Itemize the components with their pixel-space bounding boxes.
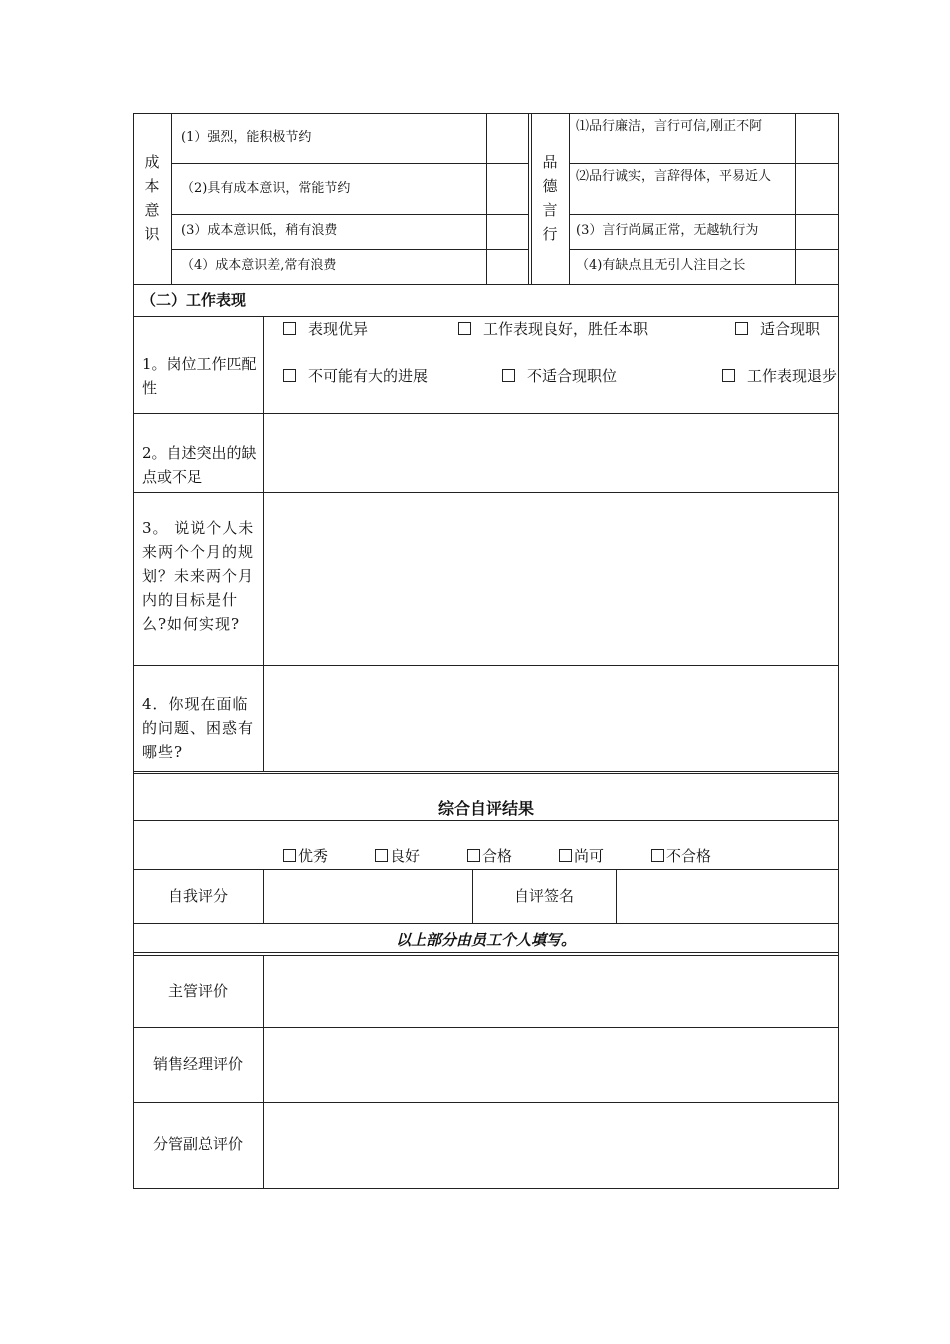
conduct-item-4: （4)有缺点且无引人注目之长 (576, 258, 746, 273)
q2-answer-field[interactable] (264, 414, 838, 492)
cost-item-3: (3）成本意识低，稍有浪费 (181, 223, 338, 238)
conduct-item-2: ⑵品行诚实，言辞得体，平易近人 (576, 169, 772, 184)
option-suitable[interactable]: 适合现职 (735, 318, 820, 340)
grade-fail[interactable]: 不合格 (651, 845, 711, 867)
q4-label: 4．你现在面临的问题、困惑有哪些? (142, 695, 255, 761)
sales-manager-review-label: 销售经理评价 (152, 1055, 243, 1073)
checkbox[interactable] (375, 849, 388, 862)
checkbox[interactable] (559, 849, 572, 862)
cost-item-2: （2)具有成本意识，常能节约 (181, 181, 351, 196)
checkbox[interactable] (735, 322, 748, 335)
checkbox[interactable] (283, 322, 296, 335)
self-score-label: 自我评分 (167, 887, 228, 905)
summary-title: 综合自评结果 (437, 799, 534, 818)
signature-label: 自评签名 (513, 887, 574, 905)
supervisor-review-label: 主管评价 (167, 982, 228, 1000)
grade-pass[interactable]: 合格 (467, 845, 512, 867)
grade-acceptable[interactable]: 尚可 (559, 845, 604, 867)
option-excellent[interactable]: 表现优异 (283, 318, 368, 340)
q3-answer-field[interactable] (264, 493, 838, 665)
employee-fill-note: 以上部分由员工个人填写。 (395, 931, 576, 949)
section-work-performance-title: （二）工作表现 (141, 291, 247, 309)
q3-label: 3。 说说个人未来两个个月的规划？未来两个月内的目标是什么?如何实现? (142, 519, 255, 633)
checkbox[interactable] (651, 849, 664, 862)
signature-field[interactable] (617, 870, 838, 923)
deputy-gm-review-field[interactable] (264, 1103, 838, 1188)
option-good-performance[interactable]: 工作表现良好，胜任本职 (458, 318, 648, 340)
option-regress[interactable]: 工作表现退步 (280, 365, 832, 387)
q2-label: 2。自述突出的缺点或不足 (142, 444, 257, 486)
conduct-item-3: (3）言行尚属正常，无越轨行为 (576, 223, 759, 238)
q1-label: 1。岗位工作匹配性 (142, 355, 257, 397)
option-unsuitable[interactable]: 不适合现职位 (502, 365, 617, 387)
conduct-item-1: ⑴品行廉洁，言行可信,刚正不阿 (576, 119, 763, 134)
checkbox[interactable] (722, 369, 735, 382)
supervisor-review-field[interactable] (264, 956, 838, 1027)
checkbox[interactable] (467, 849, 480, 862)
q4-answer-field[interactable] (264, 666, 838, 771)
grade-good[interactable]: 良好 (375, 845, 420, 867)
grade-excellent[interactable]: 优秀 (283, 845, 328, 867)
checkbox[interactable] (283, 849, 296, 862)
cost-item-4: （4）成本意识差,常有浪费 (181, 258, 337, 273)
conduct-label: 品德言行 (542, 153, 558, 243)
deputy-gm-review-label: 分管副总评价 (152, 1135, 243, 1153)
self-score-field[interactable] (264, 870, 472, 923)
cost-awareness-label: 成本意识 (144, 153, 160, 243)
checkbox[interactable] (458, 322, 471, 335)
cost-item-1: (1）强烈，能积极节约 (181, 130, 312, 145)
sales-manager-review-field[interactable] (264, 1028, 838, 1102)
option-no-progress[interactable]: 不可能有大的进展 (283, 365, 428, 387)
